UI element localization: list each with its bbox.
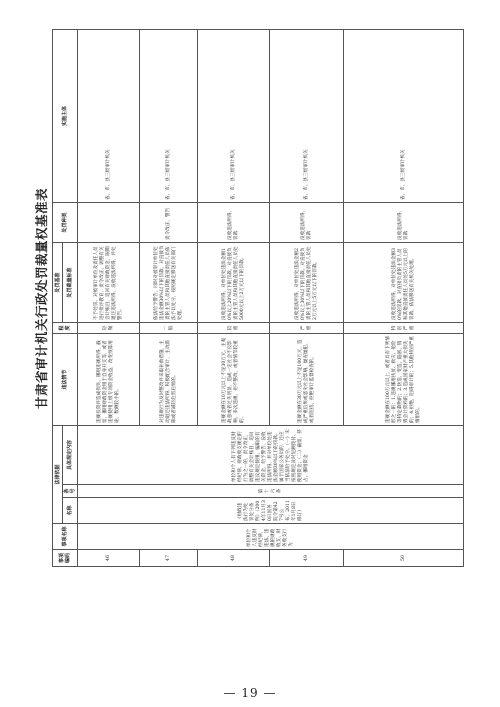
law-content-cell: 单位和个人有下列违反财经纪律、财政收支规定的行为之一的，责令改正，调整有关会计账目，追回违反规定使用、骗取的有关资金，给予警告，没收违法所得，并对单位处违法金额30%以下的罚款。属于国家公务员的，还应当依法给予处分。（一）未按照规定及时足额拨付、使用资金；（二）截留、挤占、挪用资金 — [78, 425, 464, 484]
header-law-article: 条号 — [63, 485, 78, 498]
header-penalty-standard: 处罚裁量标准 — [63, 242, 78, 322]
row-authority: 省、市、县三级审计机关 — [270, 29, 344, 202]
header-authority: 实施主体 — [53, 29, 78, 202]
header-law-content: 具体规定内容 — [63, 425, 78, 484]
row-type: 没收违法所得，罚款 — [198, 202, 270, 242]
row-authority: 省、市、县三级审计机关 — [140, 29, 198, 202]
row-seq: 46 — [78, 550, 140, 567]
penalty-benchmark-table — [52, 29, 464, 567]
row-authority: 省、市、县三级审计机关 — [78, 29, 140, 202]
header-degree: 程度 — [53, 322, 78, 333]
header-item-name: 事项名称 — [53, 524, 78, 550]
row-violation: 违规投资并造成损失，挪用违规所得，截留、挪用财政资金用于自身开支等，或者违规使用上级专项资金收益，改变预算用途，数额较小的。 — [78, 333, 140, 425]
rotated-document — [32, 30, 458, 567]
document-title: 甘肃省审计机关行政处罚裁量权基准表 — [34, 188, 49, 410]
header-violation: 违法情节 — [53, 333, 78, 425]
row-degree: 严重 — [270, 322, 344, 333]
row-degree: 较重 — [198, 322, 270, 333]
row-authority: 省、市、县三级审计机关 — [198, 29, 270, 202]
law-article-cell: 第十六条 — [78, 485, 464, 498]
row-seq: 47 — [140, 550, 198, 567]
row-type: 责令改正，警告 — [140, 202, 198, 242]
row-penalty: 没收违法所得，对单位处违法金额20%以上30%以下的罚款，对直接负责的主管人员和其他直接责任人员处2万元以上5万元以下的罚款。 — [270, 242, 344, 322]
table-row — [78, 29, 140, 566]
header-penalty: 处罚基准 — [53, 242, 63, 322]
row-type: 没收违法所得，罚款 — [344, 202, 464, 242]
row-violation: 违规金额在30万元以上不足100万元，造成严重后果或恶劣社会影响，屡查屡犯，或者阻挠、拒绝审计监督检查的。 — [270, 333, 344, 425]
row-degree: 特别严重 — [344, 322, 464, 333]
row-penalty: 不予处罚。对被审计单位及责任人员进行批评教育，责令改正，调整有关会计账目，追回有关财政资金，限期退还违法所得，没收违法所得，并处警告。 — [78, 242, 140, 322]
row-type: 没收违法所得，罚款 — [270, 202, 344, 242]
header-row-1 — [53, 29, 63, 566]
row-degree: 一般 — [140, 322, 198, 333]
row-degree: 轻微 — [78, 322, 140, 333]
row-penalty: 没收违法所得，对单位处违法金额30%的罚款，对直接负责的主管人员和其他直接责任人员处5万元以上的罚款，依法移送有关机关处理。 — [344, 242, 464, 322]
row-penalty: 没收违法所得，对单位处违法金额10%以上20%以下的罚款，对直接负责的主管人员和其他直接责任人员处5000元以上2万元以下的罚款。 — [198, 242, 270, 322]
row-type — [78, 202, 140, 242]
row-seq: 48 — [198, 550, 270, 567]
header-seq: 事项编码 — [53, 550, 78, 567]
header-law-name: 名称 — [63, 498, 78, 524]
row-seq: 49 — [270, 550, 344, 567]
item-name-cell: 单位和个人违反财经纪律，违法、违规的财政收支、财务收支行为 — [78, 524, 464, 550]
law-name-cell: 《财政违法行为处罚处分条例》（2004年11月30日国务院令第427号公布，2011年1月8日修订） — [78, 498, 464, 524]
page-number: — 19 — — [223, 686, 277, 700]
header-penalty-type: 处罚种类 — [53, 202, 78, 242]
row-violation: 对违规行为及时整改并采取补救措施，主动退还违法所得，积极配合审计，主动消除或者减轻危害后果的。 — [140, 333, 198, 425]
header-legal-basis: 法律依据 — [53, 425, 63, 523]
row-violation: 违规金额在10万元以上不足30万元，主观故意或者过失明显，造成一定社会不良影响，多次违规，拒不整改，或者情节较重的。 — [198, 333, 270, 425]
row-penalty: 依法给予警告，同时对被审计单位处违法金额30%以下的罚款，对直接负责的主管人员和其他直接责任人员依法予以处分，按照规定移送有关部门处理。 — [140, 242, 198, 322]
row-seq: 50 — [344, 550, 464, 567]
row-violation: 违规金额在100万元以上，或者具有下列情形之一的：1.违规挪用扶贫、救灾、抢险等特定款物的；2.伪造、变造、隐匿、销毁会计资料的；3.造成国家财产重大损失的；4.拒绝、阻碍审计的；5.其他特别严重情形的。 — [344, 333, 464, 425]
row-authority: 省、市、县三级审计机关 — [344, 29, 464, 202]
